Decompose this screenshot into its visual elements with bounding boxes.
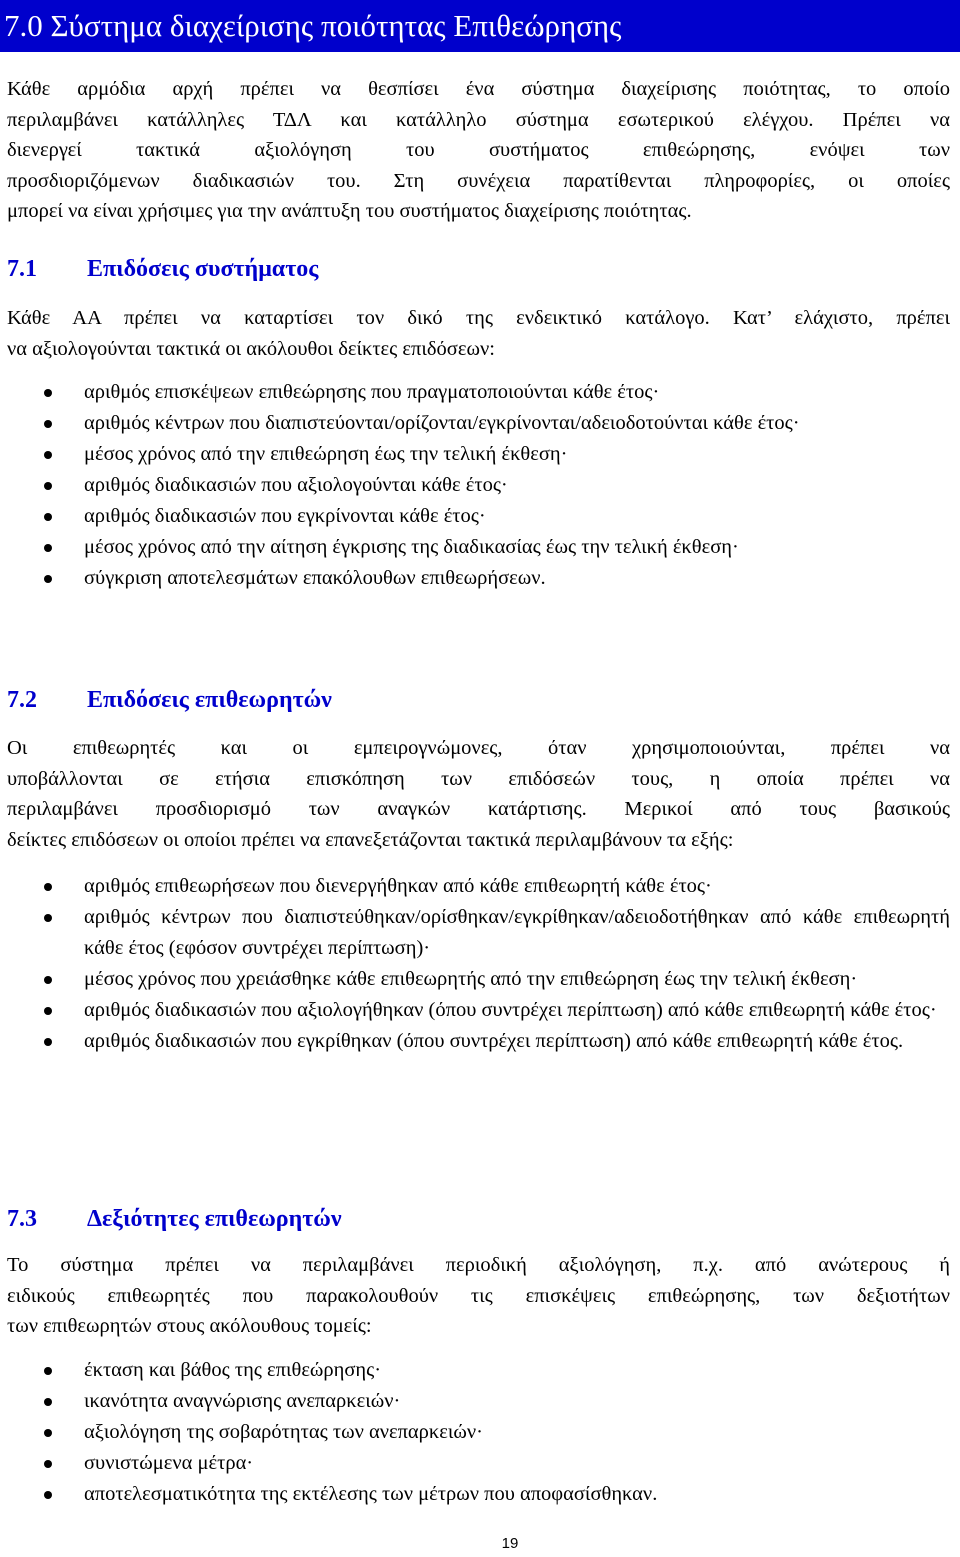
list-item: μέσος χρόνος που χρειάσθηκε κάθε επιθεωρητής από την επιθεώρηση έως την τελική έκθεση·	[0, 964, 950, 995]
bullet-icon	[44, 451, 52, 459]
list-item: αριθμός διαδικασιών που αξιολογούνται κάθε έτος·	[0, 470, 950, 501]
chapter-title: 7.0 Σύστημα διαχείρισης ποιότητας Επιθεώρησης	[4, 8, 622, 43]
section-heading-7-2	[7, 687, 332, 714]
list-item: μέσος χρόνος από την επιθεώρηση έως την τελική έκθεση·	[0, 439, 950, 470]
paragraph-line: υποβάλλονται σε ετήσια επισκόπηση των επιδόσεών τους, η οποία πρέπει να	[7, 767, 950, 790]
section-number: 7.1	[7, 256, 37, 282]
paragraph-line: των επιθεωρητών στους ακόλουθους τομείς:	[7, 1315, 372, 1338]
paragraph-line: προσδιοριζόμενων διαδικασιών του. Στη συνέχεια παρατίθενται πληροφορίες, οι οποίες	[7, 169, 950, 192]
list-item: συνιστώμενα μέτρα·	[0, 1448, 950, 1479]
paragraph-line: περιλαμβάνει προσδιορισμό των αναγκών κατάρτισης. Μερικοί από τους βασικούς	[7, 798, 950, 821]
paragraph-line: διενεργεί τακτικά αξιολόγηση του συστήματος επιθεώρησης, ενόψει των	[7, 139, 950, 162]
section-title: Επιδόσεις συστήματος	[87, 256, 319, 282]
section-7-3-paragraph	[7, 1250, 950, 1342]
section-heading-7-3	[7, 1206, 342, 1233]
bullet-icon	[44, 513, 52, 521]
section-7-1-paragraph	[7, 303, 950, 364]
list-item: αριθμός κέντρων που διαπιστεύονται/ορίζονται/εγκρίνονται/αδειοδοτούνται κάθε έτος·	[0, 408, 950, 439]
section-heading-7-1	[7, 256, 318, 283]
bullet-icon	[44, 420, 52, 428]
paragraph-line: Κάθε ΑΑ πρέπει να καταρτίσει τον δικό της ενδεικτικό κατάλογο. Κατ’ ελάχιστο, πρέπει	[7, 307, 950, 329]
bullet-icon	[44, 914, 52, 922]
list-item: αριθμός διαδικασιών που εγκρίνονται κάθε έτος·	[0, 501, 950, 532]
paragraph-line: να αξιολογούνται τακτικά οι ακόλουθοι δείκτες επιδόσεων:	[7, 337, 495, 360]
paragraph-line: δείκτες επιδόσεων οι οποίοι πρέπει να επανεξετάζονται τακτικά περιλαμβάνουν τα εξής:	[7, 828, 734, 851]
bullet-icon	[44, 1398, 52, 1406]
bullet-icon	[44, 976, 52, 984]
section-7-2-paragraph	[7, 733, 950, 855]
section-number: 7.3	[7, 1206, 37, 1232]
list-item: αριθμός διαδικασιών που αξιολογήθηκαν (όπου συντρέχει περίπτωση) από κάθε επιθεωρητή κάθε έτος·	[0, 995, 950, 1026]
list-item: σύγκριση αποτελεσμάτων επακόλουθων επιθεωρήσεων.	[0, 563, 950, 594]
bullet-icon	[44, 544, 52, 552]
list-item: αποτελεσματικότητα της εκτέλεσης των μέτρων που αποφασίσθηκαν.	[0, 1479, 950, 1510]
section-7-3-skills-list	[0, 1355, 950, 1510]
bullet-icon	[44, 1007, 52, 1015]
list-item: αξιολόγηση της σοβαρότητας των ανεπαρκειών·	[0, 1417, 950, 1448]
list-item: αριθμός κέντρων που διαπιστεύθηκαν/ορίσθηκαν/εγκρίθηκαν/αδειοδοτήθηκαν από κάθε επιθεωρητή κάθε έτος (εφόσον συντρέχει περίπτωση)·	[0, 902, 950, 964]
paragraph-line: περιλαμβάνει κατάλληλες ΤΔΛ και κατάλληλο σύστημα εσωτερικού ελέγχου. Πρέπει να	[7, 108, 950, 131]
bullet-icon	[44, 1038, 52, 1046]
paragraph-line: Οι επιθεωρητές και οι εμπειρογνώμονες, όταν χρησιμοποιούνται, πρέπει να	[7, 737, 950, 759]
list-item: αριθμός επισκέψεων επιθεώρησης που πραγματοποιούνται κάθε έτος·	[0, 377, 950, 408]
list-item: αριθμός επιθεωρήσεων που διενεργήθηκαν από κάθε επιθεωρητή κάθε έτος·	[0, 871, 950, 902]
list-item: αριθμός διαδικασιών που εγκρίθηκαν (όπου συντρέχει περίπτωση) από κάθε επιθεωρητή κάθε έτος.	[0, 1026, 950, 1057]
bullet-icon	[44, 389, 52, 397]
bullet-icon	[44, 1367, 52, 1375]
bullet-icon	[44, 482, 52, 490]
bullet-icon	[44, 1491, 52, 1499]
section-7-2-indicator-list	[0, 871, 950, 1057]
section-title: Δεξιότητες επιθεωρητών	[87, 1206, 342, 1232]
intro-paragraph	[7, 74, 950, 227]
bullet-icon	[44, 1429, 52, 1437]
page-number: 19	[501, 1535, 519, 1552]
paragraph-line: ειδικούς επιθεωρητές που παρακολουθούν τις επισκέψεις επιθεώρησης, των δεξιοτήτων	[7, 1284, 950, 1307]
paragraph-line: μπορεί να είναι χρήσιμες για την ανάπτυξη του συστήματος διαχείρισης ποιότητας.	[7, 200, 692, 223]
bullet-icon	[44, 1460, 52, 1468]
list-item: μέσος χρόνος από την αίτηση έγκρισης της διαδικασίας έως την τελική έκθεση·	[0, 532, 950, 563]
paragraph-line: Κάθε αρμόδια αρχή πρέπει να θεσπίσει ένα σύστημα διαχείρισης ποιότητας, το οποίο	[7, 78, 950, 100]
section-number: 7.2	[7, 687, 37, 713]
list-item: έκταση και βάθος της επιθεώρησης·	[0, 1355, 950, 1386]
section-7-1-indicator-list	[0, 377, 950, 594]
paragraph-line: Το σύστημα πρέπει να περιλαμβάνει περιοδική αξιολόγηση, π.χ. από ανώτερους ή	[7, 1254, 950, 1276]
chapter-title-bar	[0, 0, 960, 52]
list-item: ικανότητα αναγνώρισης ανεπαρκειών·	[0, 1386, 950, 1417]
bullet-icon	[44, 575, 52, 583]
section-title: Επιδόσεις επιθεωρητών	[87, 687, 332, 713]
bullet-icon	[44, 883, 52, 891]
